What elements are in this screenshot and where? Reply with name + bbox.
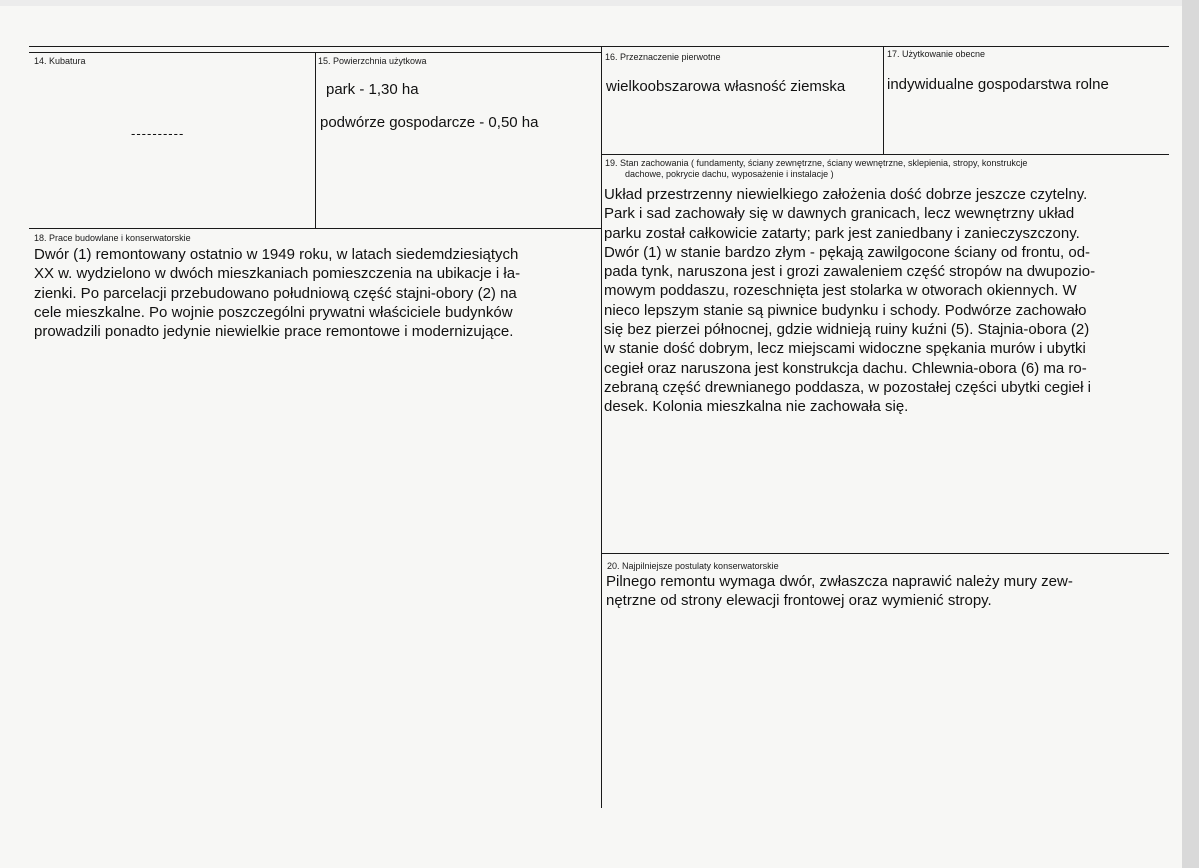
field-18-line: prowadzili ponadto jedynie niewielkie prace remontowe i modernizujące. (34, 323, 514, 341)
field-19-line: Park i sad zachowały się w dawnych granicach, lecz wewnętrzny układ (604, 205, 1075, 223)
field-18-label: 18. Prace budowlane i konserwatorskie (34, 233, 191, 243)
field-19-line: zebraną część drewnianego poddasza, w pozostałej części ubytki cegieł i (604, 378, 1091, 396)
field-19-line: nieco lepszym stanie są piwnice budynku i schody. Podwórze zachowało (604, 301, 1087, 319)
field-18-line: cele mieszkalne. Po wojnie poszczególni prywatni właściciele budynków (34, 303, 513, 321)
field-19-label-line-2: dachowe, pokrycie dachu, wyposażenie i instalacje ) (625, 169, 834, 179)
field-15-line-1: park - 1,30 ha (326, 81, 419, 98)
field-19-line: Układ przestrzenny niewielkiego założenia dość dobrze jeszcze czytelny. (604, 186, 1088, 203)
field-20-label: 20. Najpilniejsze postulaty konserwatorskie (607, 561, 779, 571)
scan-right-edge (1182, 0, 1199, 868)
field-16-value: wielkoobszarowa własność ziemska (606, 78, 846, 95)
col-divider-16-17 (883, 46, 884, 154)
field-18-line: zienki. Po parcelacji przebudowano południową część stajni-obory (2) na (34, 284, 517, 302)
col-divider-14-15 (315, 52, 316, 228)
field-19-text (604, 185, 1095, 417)
scan-top-shade (0, 0, 1199, 6)
field-19-line: mowym poddaszu, rozeschnięta jest stolarka w otworach okiennych. W (604, 282, 1077, 300)
field-15-line-2: podwórze gospodarcze - 0,50 ha (320, 114, 539, 131)
field-18-line: XX w. wydzielono w dwóch mieszkaniach pomieszczenia na ubikacje i ła- (34, 265, 521, 283)
field-17-value: indywidualne gospodarstwa rolne (887, 76, 1109, 93)
field-19-line: Dwór (1) w stanie bardzo złym - pękają zawilgocone ściany od frontu, od- (604, 243, 1091, 261)
field-19-line: cegieł oraz naruszona jest konstrukcja dachu. Chlewnia-obora (6) ma ro- (604, 359, 1087, 377)
row-divider-19 (601, 154, 1169, 155)
field-20-line: Pilnego remontu wymaga dwór, zwłaszcza naprawić należy mury zew- (606, 573, 1073, 590)
field-17-label: 17. Użytkowanie obecne (887, 49, 986, 59)
field-19-label-line-1: 19. Stan zachowania ( fundamenty, ściany zewnętrzne, ściany wewnętrzne, sklepienia, stropy, konstrukcje (605, 158, 1028, 168)
col-divider-main (601, 46, 602, 808)
form-top-border (29, 46, 1169, 47)
field-20-line: nętrzne od strony elewacji frontowej oraz wymienić stropy. (606, 592, 992, 610)
field-19-line: desek. Kolonia mieszkalna nie zachowała się. (604, 398, 909, 416)
field-16-label: 16. Przeznaczenie pierwotne (605, 52, 721, 62)
row-divider-18 (29, 228, 601, 229)
field-15-label: 15. Powierzchnia użytkowa (318, 56, 427, 66)
field-14-label: 14. Kubatura (34, 56, 86, 66)
field-19-line: pada tynk, naruszona jest i grozi zawaleniem część stropów na dwupozio- (604, 263, 1096, 281)
field-20-text (606, 572, 1073, 611)
field-19-line: parku został całkowicie zatarty; park jest zaniedbany i zanieczyszczony. (604, 224, 1080, 242)
field-18-line: Dwór (1) remontowany ostatnio w 1949 roku, w latach siedemdziesiątych (34, 246, 519, 263)
field-18-text (34, 245, 520, 341)
row-divider-20 (601, 553, 1169, 554)
field-14-value: ---------- (131, 126, 185, 141)
field-19-line: w stanie dość dobrym, lecz miejscami widoczne spękania murów i ubytki (604, 340, 1086, 358)
field-19-line: się bez pierzei północnej, gdzie widnieją ruiny kuźni (5). Stajnia-obora (2) (604, 321, 1090, 339)
